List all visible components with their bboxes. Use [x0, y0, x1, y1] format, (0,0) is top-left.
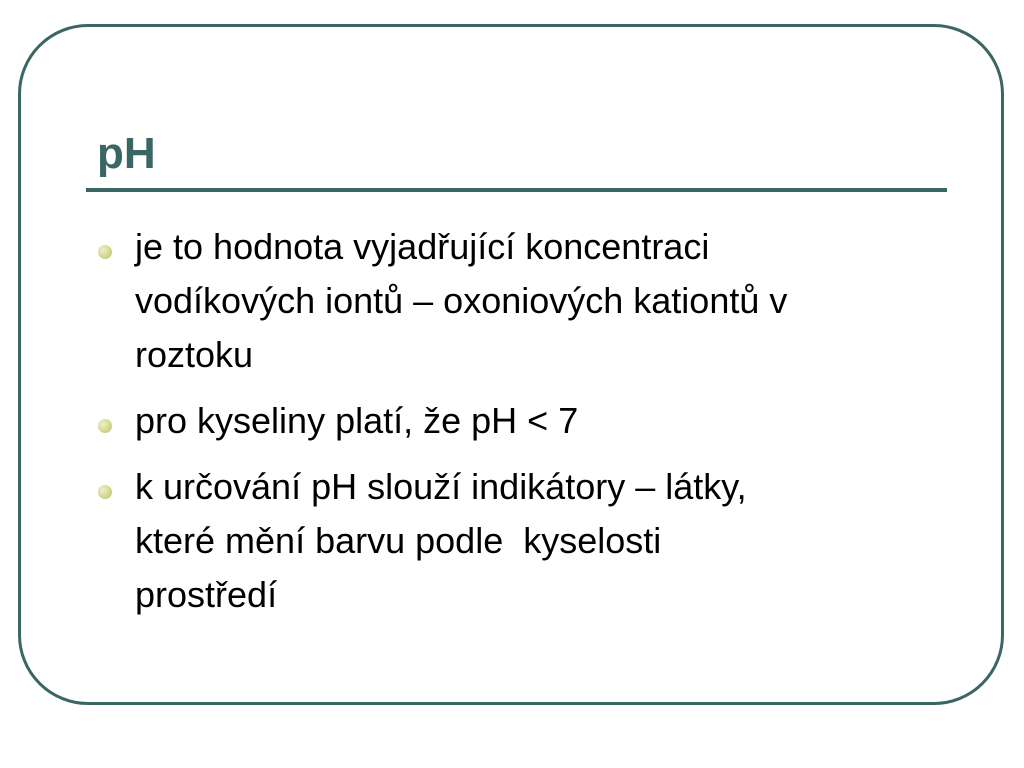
slide-title: pH — [97, 129, 156, 178]
bullet-item-1 — [92, 220, 962, 382]
bullet-dot-icon — [98, 485, 112, 499]
bullet-item-2 — [92, 394, 962, 448]
bullet-list — [92, 220, 962, 634]
bullet-item-3 — [92, 460, 962, 622]
bullet-dot-icon — [98, 419, 112, 433]
bullet-text: k určování pH slouží indikátory – látky, které mění barvu podle kyselosti prostředí — [135, 466, 747, 615]
title-underline — [86, 188, 947, 192]
bullet-text: je to hodnota vyjadřující koncentraci vodíkových iontů – oxoniových kationtů v roztoku — [135, 226, 788, 375]
bullet-dot-icon — [98, 245, 112, 259]
bullet-text: pro kyseliny platí, že pH < 7 — [135, 400, 579, 441]
